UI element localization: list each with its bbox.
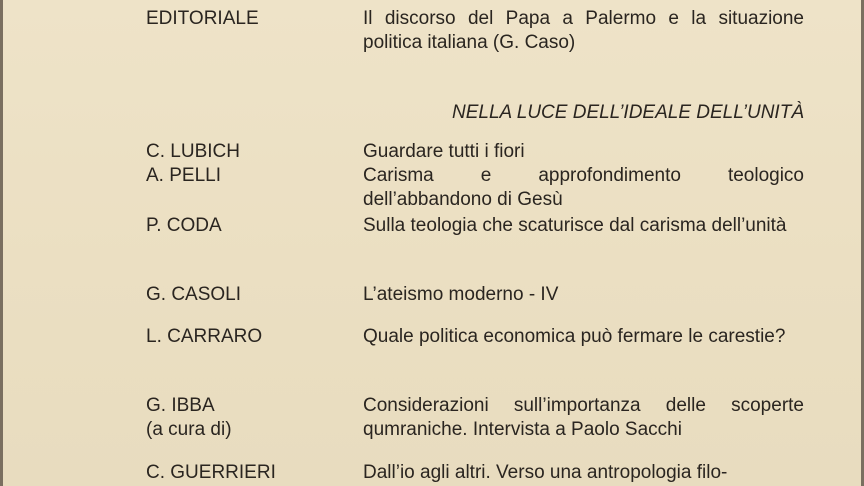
toc-author: G. IBBA [146, 395, 215, 416]
editorial-label: EDITORIALE [146, 8, 259, 29]
toc-author: G. CASOLI [146, 284, 242, 305]
toc-author-note: (a cura di) [146, 419, 232, 440]
toc-article-title: Dall’io agli altri. Verso una antropologia filo- [363, 462, 728, 483]
toc-article-title: Sulla teologia che scaturisce dal carisma dell’unità [363, 215, 787, 236]
editorial-title: Il discorso del Papa a Palermo e la situazione politica italiana (G. Caso) [363, 8, 804, 53]
section-heading: NELLA LUCE DELL’IDEALE DELL’UNITÀ [451, 102, 804, 123]
toc-author: L. CARRARO [146, 326, 263, 347]
toc-article-title: Carisma e approfondimento teologico dell’abbandono di Gesù [363, 165, 804, 210]
toc-author: C. GUERRIERI [146, 462, 276, 483]
page-border-left [0, 0, 8, 486]
toc-article-title: Considerazioni sull’importanza delle scoperte qumraniche. Intervista a Paolo Sacchi [363, 395, 804, 440]
toc-article-title: L’ateismo moderno - IV [363, 284, 559, 305]
toc-author: P. CODA [146, 215, 222, 236]
page-border-right [856, 0, 864, 486]
toc-article-title: Quale politica economica può fermare le carestie? [363, 326, 786, 347]
toc-article-title: Guardare tutti i fiori [363, 141, 525, 162]
toc-author: A. PELLI [146, 165, 221, 186]
toc-author: C. LUBICH [146, 141, 240, 162]
